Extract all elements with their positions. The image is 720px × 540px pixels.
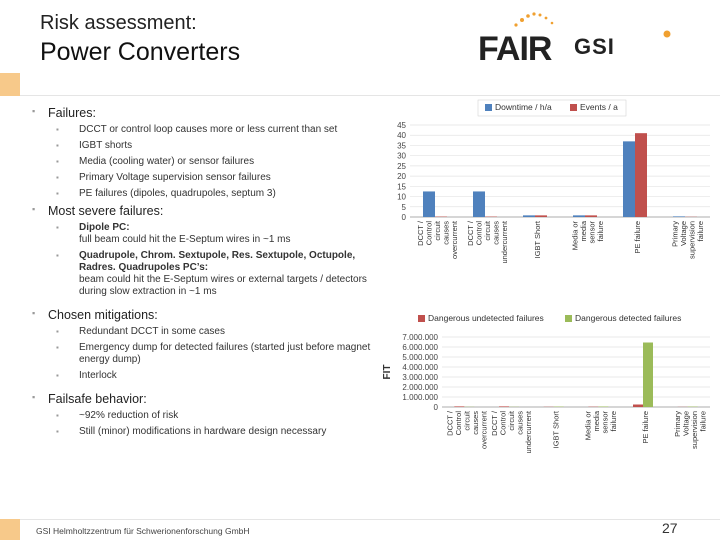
bullet-list xyxy=(32,106,377,442)
x-tick-label: failure xyxy=(695,221,705,242)
sub-bullet: ▪ Redundant DCCT in some cases xyxy=(32,326,377,338)
x-tick-label: circuit xyxy=(433,221,442,241)
legend-label: Events / a xyxy=(580,102,618,112)
x-tick-label: causes xyxy=(515,411,525,435)
bar xyxy=(643,343,653,408)
legend-swatch xyxy=(485,104,492,111)
x-tick-label-group xyxy=(670,221,705,259)
x-tick-label: sensor xyxy=(600,411,610,434)
x-tick-label-group xyxy=(490,410,533,453)
x-tick-label-group xyxy=(584,410,619,440)
fit-failures-chart-svg xyxy=(380,310,715,515)
x-tick-label: failure xyxy=(609,411,619,432)
x-tick-label: failure xyxy=(595,221,605,242)
legend-swatch xyxy=(565,315,572,322)
bar xyxy=(633,405,643,408)
x-tick-label: PE failure xyxy=(633,221,642,254)
x-tick-label: Voltage xyxy=(681,411,691,437)
sub-bullet-head: Quadrupole, Chrom. Sextupole, Res. Sextupole, Octupole, Radres. Quadrupoles PC’s: xyxy=(79,250,356,273)
y-tick-label: 5.000.000 xyxy=(402,353,438,362)
sub-bullet: ▪ ~92% reduction of risk xyxy=(32,410,377,422)
y-tick-label: 0 xyxy=(433,403,438,412)
legend-swatch xyxy=(418,315,425,322)
y-tick-label: 6.000.000 xyxy=(402,343,438,352)
x-tick-label: supervision xyxy=(687,221,697,259)
x-tick-label-group xyxy=(633,221,642,254)
x-tick-label: circuit xyxy=(507,411,516,431)
fit-failures-chart xyxy=(380,310,715,520)
bar xyxy=(573,215,585,217)
y-tick-label: 2.000.000 xyxy=(402,383,438,392)
x-tick-label-group xyxy=(416,220,459,259)
bar xyxy=(623,141,635,217)
x-tick-label: Primary xyxy=(670,221,680,247)
sub-bullet: ▪ Primary Voltage supervision sensor failures xyxy=(32,172,377,184)
sub-bullet xyxy=(32,222,377,246)
x-tick-label: Control xyxy=(453,411,463,436)
y-tick-label: 40 xyxy=(397,131,406,141)
bar xyxy=(473,191,485,217)
x-tick-label: DCCT / xyxy=(466,221,475,246)
sub-bullet-head: Dipole PC: xyxy=(79,222,130,233)
bullet-failsafe: ▪ Failsafe behavior: xyxy=(32,392,377,406)
x-tick-label: Primary xyxy=(672,411,682,437)
sub-bullet: ▪ Still (minor) modifications in hardware design necessary xyxy=(32,426,377,438)
y-tick-label: 30 xyxy=(397,151,406,161)
bullet-failures: ▪ Failures: xyxy=(32,106,377,120)
x-tick-label: undercurrent xyxy=(500,221,509,264)
downtime-events-chart-svg xyxy=(380,98,715,303)
x-tick-label: circuit xyxy=(462,411,472,431)
x-tick-label: causes xyxy=(470,411,480,435)
accent-bar-top xyxy=(0,73,20,96)
x-tick-label: PE failure xyxy=(641,411,650,444)
y-tick-label: 10 xyxy=(397,192,406,202)
fair-logo xyxy=(476,10,564,79)
x-tick-label: media xyxy=(578,221,588,242)
x-tick-label: DCCT / xyxy=(490,411,499,436)
sub-bullet: ▪ PE failures (dipoles, quadrupoles, septum 3) xyxy=(32,188,377,200)
x-tick-label: Voltage xyxy=(678,221,688,247)
sub-bullet: ▪ Emergency dump for detected failures (started just before magnet energy dump) xyxy=(32,342,377,366)
x-tick-label: DCCT / xyxy=(445,411,455,436)
y-tick-label: 5 xyxy=(401,202,406,212)
sub-bullet: ▪ Interlock xyxy=(32,370,377,382)
bar xyxy=(535,215,547,217)
sub-bullet: ▪ IGBT shorts xyxy=(32,140,377,152)
legend-swatch xyxy=(570,104,577,111)
accent-bar-bottom xyxy=(0,519,20,540)
x-tick-label: IGBT Short xyxy=(533,221,542,259)
x-tick-label-group xyxy=(570,220,605,250)
x-tick-label: Control xyxy=(498,411,508,436)
x-tick-label: media xyxy=(592,411,602,432)
y-tick-label: 0 xyxy=(401,213,406,222)
y-tick-label: 20 xyxy=(397,172,406,182)
x-tick-label-group xyxy=(552,410,561,448)
x-tick-label: causes xyxy=(441,221,451,245)
gsi-logo xyxy=(574,30,684,69)
svg-text:FAIR: FAIR xyxy=(478,30,552,68)
slide-title-line1: Risk assessment: xyxy=(40,12,197,34)
x-tick-label: overcurrent xyxy=(450,221,459,259)
x-tick-label: failure xyxy=(698,411,708,432)
footer-text: GSI Helmholtzzentrum für Schwerionenforschung GmbH xyxy=(36,526,250,536)
downtime-events-chart xyxy=(380,98,715,308)
x-tick-label: sensor xyxy=(587,221,597,244)
x-tick-label: DCCT / xyxy=(416,221,425,246)
y-tick-label: 25 xyxy=(397,161,406,171)
bullet-mitigations: ▪ Chosen mitigations: xyxy=(32,308,377,322)
sub-bullet: ▪ DCCT or control loop causes more or less current than set xyxy=(32,124,377,136)
x-tick-label: circuit xyxy=(483,221,492,241)
y-axis-label: FIT xyxy=(382,364,393,380)
bar xyxy=(454,406,464,407)
x-tick-label: causes xyxy=(491,221,501,245)
y-tick-label: 4.000.000 xyxy=(402,363,438,372)
bar xyxy=(499,406,509,407)
y-tick-label: 45 xyxy=(397,121,406,130)
x-tick-label-group xyxy=(641,411,650,444)
bar xyxy=(423,191,435,217)
sub-bullet: ▪ Media (cooling water) or sensor failures xyxy=(32,156,377,168)
y-tick-label: 7.000.000 xyxy=(402,333,438,342)
legend-label: Dangerous detected failures xyxy=(575,313,682,323)
bar xyxy=(598,407,608,408)
bar xyxy=(635,133,647,217)
x-tick-label: Media or xyxy=(570,221,580,251)
x-tick-label-group xyxy=(673,411,708,449)
page-number: 27 xyxy=(662,520,678,536)
x-tick-label-group xyxy=(466,220,509,263)
y-tick-label: 3.000.000 xyxy=(402,373,438,382)
y-tick-label: 1.000.000 xyxy=(402,393,438,402)
legend-label: Dangerous undetected failures xyxy=(428,313,544,323)
x-tick-label: supervision xyxy=(689,411,699,449)
x-tick-label: IGBT Short xyxy=(551,411,561,449)
x-tick-label: Media or xyxy=(583,411,593,441)
bar xyxy=(673,216,685,217)
x-tick-label: undercurrent xyxy=(524,411,533,454)
x-tick-label: overcurrent xyxy=(479,411,489,449)
y-tick-label: 15 xyxy=(397,182,406,192)
svg-text:GSI: GSI xyxy=(574,34,615,59)
x-tick-label: Control xyxy=(474,221,484,246)
y-tick-label: 35 xyxy=(397,141,406,151)
bar xyxy=(523,215,535,217)
x-tick-label-group xyxy=(533,220,542,258)
footer-divider xyxy=(20,519,720,520)
sub-bullet xyxy=(32,250,377,298)
sub-bullet-text: full beam could hit the E-Septum wires in ~1 ms xyxy=(79,234,291,245)
header-divider xyxy=(20,95,720,96)
bullet-severe-failures: ▪ Most severe failures: xyxy=(32,204,377,218)
legend-label: Downtime / h/a xyxy=(495,102,552,112)
bar xyxy=(585,215,597,217)
x-tick-label: Control xyxy=(424,221,434,246)
sub-bullet-text: beam could hit the E-Septum wires or external targets / detectors during slow extraction in ~1 ms xyxy=(79,274,367,297)
x-tick-label-group xyxy=(445,410,488,449)
slide-title-line2: Power Converters xyxy=(40,38,241,66)
